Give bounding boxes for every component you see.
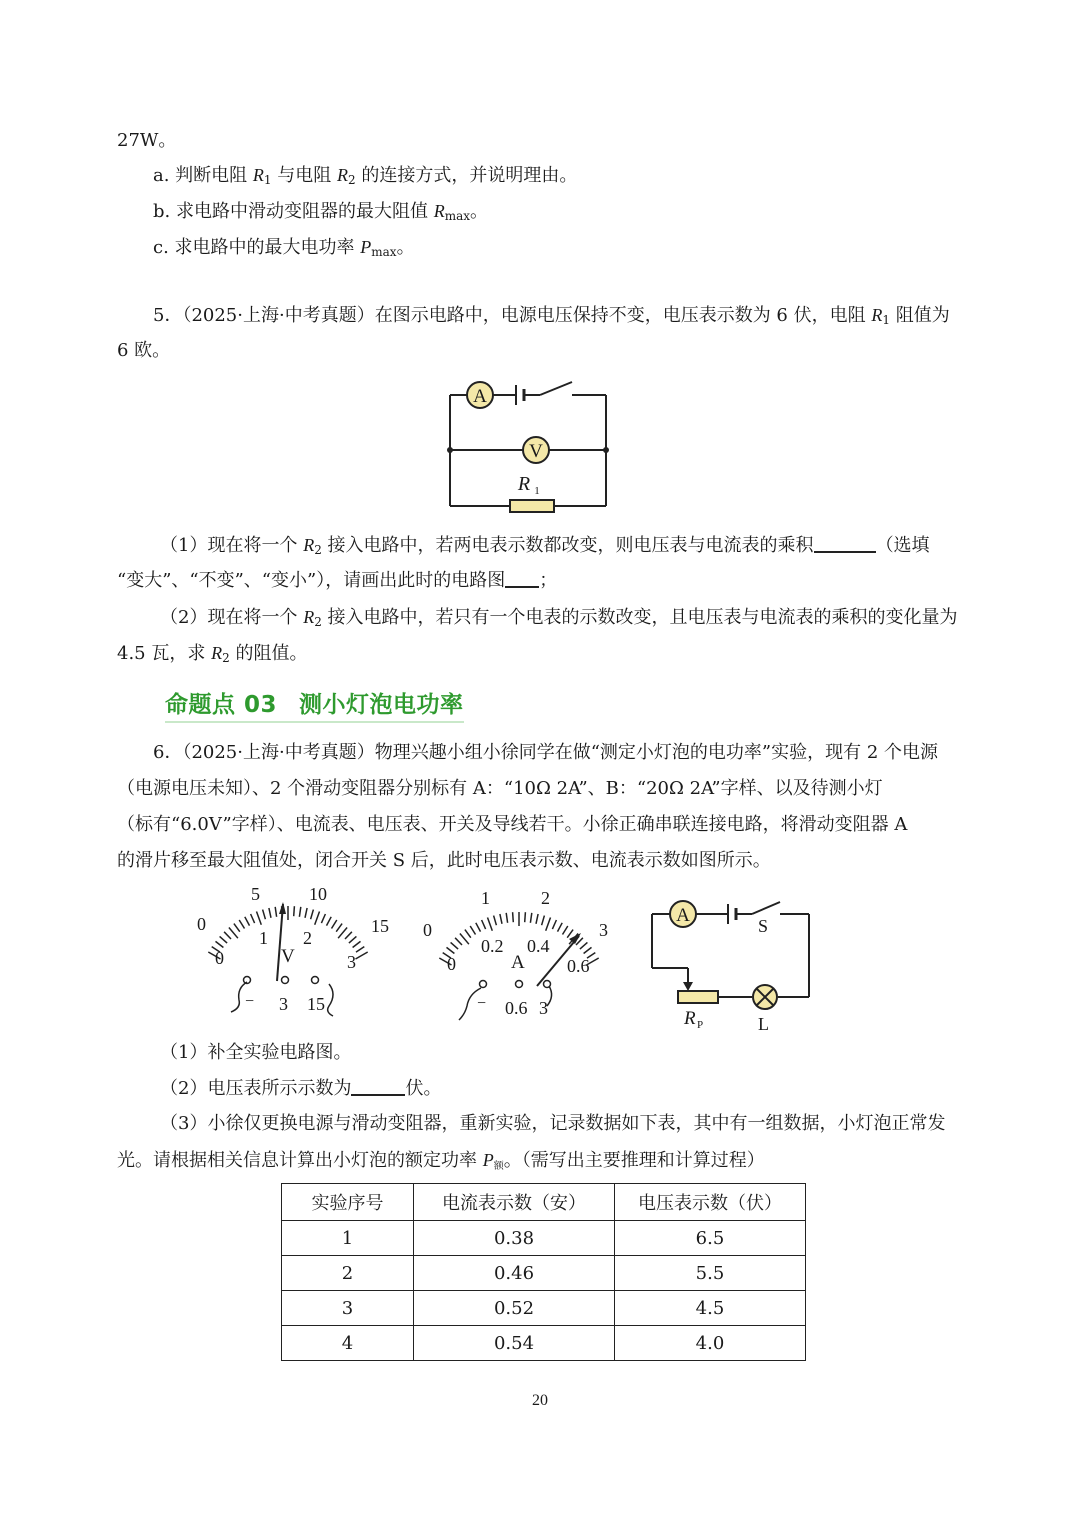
voltmeter-outer-label: 10: [309, 884, 327, 904]
q6-stem-line3: （标有“6.0V”字样）、电流表、电压表、开关及导线若干。小徐正确串联连接电路，将滑动变阻器 A: [117, 814, 908, 835]
voltmeter-outer-label: 15: [371, 916, 389, 936]
voltmeter-inner-label: 3: [347, 952, 356, 972]
dial-tick: [332, 920, 337, 929]
dial-tick: [299, 907, 300, 917]
lamp-label: L: [758, 1014, 769, 1034]
table-cell: 3: [282, 1291, 414, 1326]
ammeter-outer-label: 0: [423, 920, 432, 940]
ammeter-unit-label: A: [511, 952, 525, 973]
resistor-subscript: 1: [534, 485, 540, 497]
switch-label: S: [758, 916, 769, 936]
ammeter-inner-label: 0.4: [527, 936, 550, 956]
table-cell: 4: [282, 1326, 414, 1361]
table-cell: 0.52: [414, 1291, 615, 1326]
q6-sub3-line2: 光。请根据相关信息计算出小灯泡的额定功率 $P_额$。（需写出主要推理和计算过程）: [117, 1150, 765, 1172]
q6-sub1: （1）补全实验电路图。: [160, 1042, 352, 1063]
table-cell: 6.5: [615, 1221, 806, 1256]
table-cell: 2: [282, 1256, 414, 1291]
table-row: [282, 1256, 806, 1291]
dial-tick: [315, 912, 320, 925]
table-row: [282, 1221, 806, 1256]
table-header: 电压表示数（伏）: [615, 1184, 806, 1221]
dial-tick: [447, 947, 455, 953]
ammeter-inner-label: 0.6: [567, 956, 590, 976]
dial-tick: [530, 913, 531, 923]
prev-item-a: a. 判断电阻 $R_1$ 与电阻 $R_2$ 的连接方式，并说明理由。: [153, 165, 578, 187]
dial-tick: [451, 942, 459, 949]
table-cell: 0.54: [414, 1326, 615, 1361]
table-row: [282, 1326, 806, 1361]
voltmeter-outer-label: 0: [197, 914, 206, 934]
resistor-icon: [510, 500, 554, 512]
table-cell: 4.5: [615, 1291, 806, 1326]
dial-tick: [470, 926, 475, 935]
voltmeter-outer-label: 5: [251, 884, 260, 904]
voltmeter-label: V: [529, 441, 543, 462]
dial-tick: [353, 941, 361, 947]
dial-tick: [567, 930, 573, 938]
dial-tick: [494, 916, 497, 926]
dial-tick: [482, 920, 486, 929]
q6-stem-line1: 6．（2025·上海·中考真题）物理兴趣小组小徐同学在做“测定小灯泡的电功率”实验，现有 2 个电源: [153, 742, 938, 763]
table-row: [282, 1291, 806, 1326]
q5-sub1-line1: （1）现在将一个 $R_2$ 接入电路中，若两电表示数都改变，则电压表与电流表的乘积 （选填: [160, 535, 930, 557]
dial-tick: [506, 913, 507, 923]
dial-tick: [488, 918, 493, 931]
dial-tick: [239, 920, 244, 929]
prev-item-c: c. 求电路中的最大电功率 $P_{max}$。: [153, 237, 415, 259]
voltmeter-dial: [185, 880, 400, 1025]
q5-stem-line1: 5．（2025·上海·中考真题）在图示电路中，电源电压保持不变，电压表示数为 6 伏，电阻 $R_1$ 阻值为: [153, 305, 950, 327]
q5-sub1-line2: “变大”、“不变”、“变小”），请画出此时的电路图 ；: [117, 570, 558, 591]
q6-stem-line2: （电源电压未知）、2 个滑动变阻器分别标有 A：“10Ω 2A”、B：“20Ω 2A”字样、以及待测小灯: [117, 778, 883, 799]
dial-tick: [338, 928, 347, 939]
dial-tick: [500, 914, 502, 924]
table-header: 电流表示数（安）: [414, 1184, 615, 1221]
ammeter-dial: [415, 880, 625, 1025]
section-heading: 命题点 03 测小灯泡电功率: [165, 686, 464, 723]
table-cell: 1: [282, 1221, 414, 1256]
dial-tick: [257, 912, 262, 925]
ammeter-outer-label: 2: [541, 888, 550, 908]
dial-tick: [563, 926, 568, 935]
dial-tick: [294, 906, 295, 916]
dial-tick: [584, 947, 592, 953]
answer-blank[interactable]: [814, 533, 876, 553]
dial-tick: [220, 936, 228, 943]
voltmeter-terminal-label: 15: [307, 994, 325, 1014]
dial-tick: [321, 914, 325, 923]
table-cell: 5.5: [615, 1256, 806, 1291]
q5-sub2-line1: （2）现在将一个 $R_2$ 接入电路中，若只有一个电表的示数改变，且电压表与电流表的乘积的变化量为: [160, 607, 958, 629]
voltmeter-terminal-label: −: [245, 993, 255, 1010]
ammeter-terminal-label: 0.6: [505, 998, 528, 1018]
dial-tick: [216, 941, 224, 947]
table-header-row: [282, 1184, 806, 1221]
ammeter-terminal-label: −: [477, 995, 487, 1012]
dial-tick: [525, 912, 526, 922]
dial-tick: [460, 934, 469, 945]
dial-tick: [234, 924, 240, 932]
dial-tick: [542, 916, 545, 926]
dial-tick: [558, 923, 563, 932]
voltmeter-pointer: [277, 904, 283, 981]
ammeter-inner-label: 0: [447, 954, 456, 974]
page-number: 20: [532, 1392, 548, 1409]
dial-tick: [552, 920, 556, 929]
q5-circuit-diagram: [440, 375, 620, 515]
dial-tick: [356, 952, 368, 959]
dial-tick: [345, 932, 352, 939]
answer-blank[interactable]: [505, 568, 539, 588]
dial-tick: [305, 908, 307, 918]
dial-tick: [536, 914, 538, 924]
q5-sub2-line2: 4.5 瓦，求 $R_2$ 的阻值。: [117, 643, 308, 665]
ammeter-outer-label: 3: [599, 920, 608, 940]
dial-tick: [513, 912, 514, 922]
dial-tick: [455, 938, 462, 945]
ammeter-label: A: [676, 905, 690, 926]
resistor-label: R: [517, 473, 531, 495]
dial-tick: [229, 928, 238, 939]
prev-question-tail: 27W。: [117, 130, 177, 151]
data-table: [281, 1183, 806, 1361]
dial-tick: [311, 910, 314, 920]
dial-tick: [275, 907, 276, 917]
table-header: 实验序号: [282, 1184, 414, 1221]
voltmeter-terminal-label: 3: [279, 994, 288, 1014]
dial-tick: [465, 930, 471, 938]
dial-tick: [251, 914, 255, 923]
ammeter-inner-label: 0.2: [481, 936, 504, 956]
table-cell: 4.0: [615, 1326, 806, 1361]
dial-tick: [476, 923, 481, 932]
dial-tick: [580, 942, 588, 949]
dial-tick: [356, 947, 364, 953]
answer-blank[interactable]: [351, 1076, 405, 1096]
ammeter-outer-label: 1: [481, 888, 490, 908]
ammeter-terminal-label: 3: [539, 998, 548, 1018]
q5-stem-line2: 6 欧。: [117, 340, 171, 361]
rheostat-icon: [678, 991, 718, 1003]
voltmeter-inner-label: 1: [259, 928, 268, 948]
voltmeter-inner-label: 0: [215, 948, 224, 968]
rheostat-subscript: P: [697, 1019, 704, 1031]
dial-tick: [245, 917, 250, 926]
table-cell: 0.38: [414, 1221, 615, 1256]
ammeter-label: A: [473, 386, 487, 407]
q6-stem-line4: 的滑片移至最大阻值处，闭合开关 S 后，此时电压表示数、电流表示数如图所示。: [117, 850, 771, 871]
dial-tick: [349, 936, 357, 943]
q6-sub3-line1: （3）小徐仅更换电源与滑动变阻器，重新实验，记录数据如下表，其中有一组数据，小灯泡正常发: [160, 1113, 946, 1134]
dial-tick: [269, 908, 271, 918]
dial-tick: [224, 932, 231, 939]
voltmeter-inner-label: 2: [303, 928, 312, 948]
dial-tick: [336, 924, 342, 932]
rheostat-label: R: [684, 1008, 696, 1029]
table-cell: 0.46: [414, 1256, 615, 1291]
prev-item-b: b. 求电路中滑动变阻器的最大阻值 $R_{max}$。: [153, 201, 488, 223]
dial-tick: [327, 917, 332, 926]
q6-sub2: （2）电压表所示示数为 伏。: [160, 1078, 442, 1099]
dial-tick: [546, 918, 551, 931]
voltmeter-unit-label: V: [281, 946, 295, 967]
q6-circuit-diagram: [640, 892, 825, 1037]
dial-tick: [263, 910, 266, 920]
